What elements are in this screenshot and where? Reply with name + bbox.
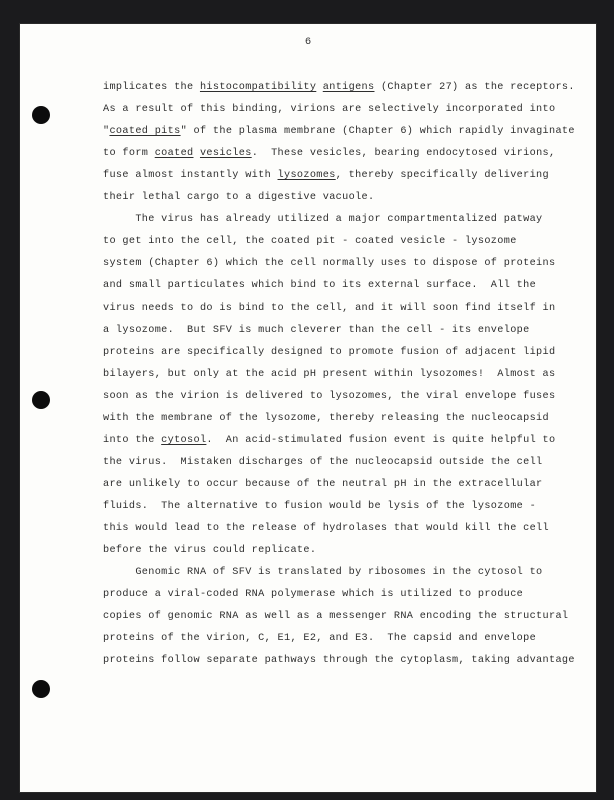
text-run: Genomic RNA of SFV is translated by ribosomes in the cytosol to [103,567,543,579]
text-line [103,258,555,269]
text-run: , thereby specifically delivering [335,170,549,182]
text-line [103,303,555,314]
text-line [103,545,316,556]
text-line [103,589,523,600]
text-line [103,170,549,181]
text-run: " of the plasma membrane (Chapter 6) which rapidly invaginate [180,126,575,138]
text-line [103,192,374,203]
text-line [103,280,536,291]
text-run: before the virus could replicate. [103,545,317,557]
text-line [103,325,530,336]
text-line [103,148,555,159]
text-run: system (Chapter 6) which the cell normally uses to dispose of proteins [103,258,556,270]
text-run: proteins of the virion, C, E1, E2, and E3. The capsid and envelope [103,633,537,645]
text-run: are unlikely to occur because of the neutral pH in the extracellular [103,478,543,490]
underlined-term: histocompatibility [199,82,317,93]
text-run: . An acid-stimulated fusion event is quite helpful to [206,434,556,446]
text-run: the virus. Mistaken discharges of the nucleocapsid outside the cell [103,456,543,468]
text-run: proteins are specifically designed to promote fusion of adjacent lipid [103,346,556,358]
text-line [103,501,536,512]
text-line [103,523,549,534]
text-line [103,369,555,380]
underlined-term: antigens [322,82,375,93]
text-line [103,126,575,137]
text-line [103,391,555,402]
binder-hole-middle [32,391,50,409]
text-line [103,633,536,644]
underlined-term: vesicles [199,148,252,160]
binder-hole-bottom [32,680,50,698]
text-run: (Chapter 27) as the receptors. [374,82,575,93]
text-line [103,611,568,622]
text-line [103,457,543,468]
text-run: with the membrane of the lysozome, thereby releasing the nucleocapsid [103,412,549,424]
underlined-term: lysozomes [277,170,336,182]
underlined-term: coated pits [109,126,181,138]
text-run: to form [103,148,155,160]
text-run: into the [103,434,162,446]
text-run: " [103,126,110,138]
text-line [103,413,549,424]
text-run: and small particulates which bind to its external surface. All the [103,280,537,292]
text-run: implicates the [103,82,200,93]
text-run: fluids. The alternative to fusion would be lysis of the lysozome - [103,500,537,512]
text-line [103,567,543,578]
typed-page [20,24,596,792]
text-line [103,214,543,225]
text-run: As a result of this binding, virions are selectively incorporated into [103,104,556,116]
text-run: proteins follow separate pathways through the cytoplasm, taking advantage [103,655,575,667]
text-run: The virus has already utilized a major compartmentalized patway [103,214,543,226]
text-line [103,435,555,446]
page-number: 6 [304,36,312,48]
text-line [103,82,575,93]
text-line [103,236,517,247]
text-run: fuse almost instantly with [103,170,278,182]
text-run: to get into the cell, the coated pit - coated vesicle - lysozome [103,236,517,248]
text-run: produce a viral-coded RNA polymerase which is utilized to produce [103,589,524,601]
text-run: this would lead to the release of hydrolases that would kill the cell [103,523,549,534]
text-run: soon as the virion is delivered to lysozomes, the viral envelope fuses [103,390,556,402]
text-run: . These vesicles, bearing endocytosed virions, [251,148,556,160]
text-run: a lysozome. But SFV is much cleverer than the cell - its envelope [103,324,530,336]
text-run: virus needs to do is bind to the cell, and it will soon find itself in [103,302,556,314]
text-line [103,479,543,490]
text-run: their lethal cargo to a digestive vacuole. [103,192,375,204]
text-line [103,104,555,115]
text-run: bilayers, but only at the acid pH present within lysozomes! Almost as [103,368,556,380]
text-line [103,655,575,666]
text-line [103,347,555,358]
underlined-term: coated [154,148,194,160]
binder-hole-top [32,106,50,124]
text-run: copies of genomic RNA as well as a messenger RNA encoding the structural [103,611,569,623]
underlined-term: cytosol [161,434,207,446]
